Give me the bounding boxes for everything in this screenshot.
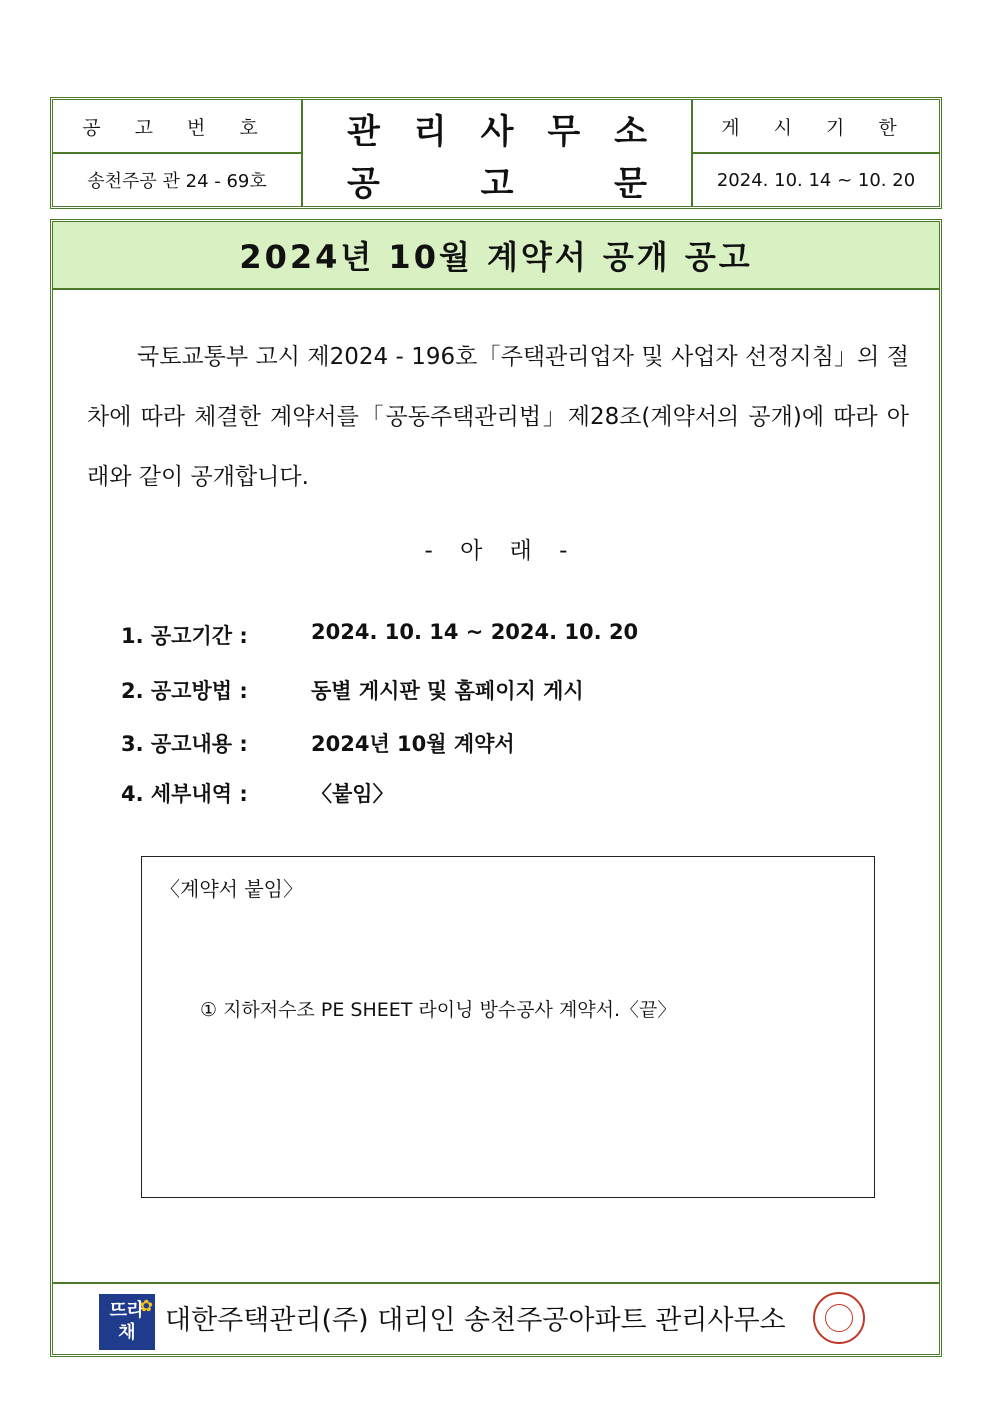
- notice-title: [303, 154, 691, 206]
- notice-number: 송천주공 관 24 - 69호: [87, 171, 267, 192]
- office-title-char: 사: [480, 111, 514, 152]
- document-title: 2024년 10월 계약서 공개 공고: [53, 222, 939, 290]
- office-title: [303, 102, 691, 154]
- intro-paragraph-text: 국토교통부 고시 제2024 - 196호「주택관리업자 및 사업자 선정지침」의 절차에 따라 체결한 계약서를「공동주택관리법」제28조(계약서의 공개)에 따라 아래와 같이 공개합니다.: [87, 344, 909, 490]
- footer: [53, 1282, 939, 1354]
- posting-period-label: 게 시 기 한: [721, 116, 911, 139]
- item-label: 2. 공고방법 :: [121, 679, 248, 703]
- office-title-char: 무: [547, 111, 581, 152]
- office-title-char: 리: [413, 111, 447, 152]
- attachment-caption: 〈계약서 붙임〉: [160, 877, 303, 901]
- item-value: 2024. 10. 14 ~ 2024. 10. 20: [311, 620, 639, 644]
- attachment-box: [141, 856, 875, 1198]
- office-title-char: 소: [614, 111, 647, 152]
- item-label: 1. 공고기간 :: [121, 624, 248, 648]
- notice-title-char: 문: [614, 163, 647, 204]
- company-logo-icon: ✿ 뜨라채: [99, 1294, 155, 1350]
- footer-text: 대한주택관리(주) 대리인 송천주공아파트 관리사무소: [165, 1305, 786, 1336]
- notice-body-box: [50, 219, 942, 1357]
- official-seal-icon: [813, 1292, 865, 1344]
- notice-number-label: 공 고 번 호: [82, 116, 272, 139]
- notice-header-table: [50, 97, 942, 209]
- item-value: 〈붙임〉: [311, 782, 394, 806]
- item-value: 2024년 10월 계약서: [311, 732, 515, 756]
- item-value: 동별 게시판 및 홈페이지 게시: [311, 679, 584, 703]
- below-heading: - 아 래 -: [424, 538, 568, 564]
- item-label: 4. 세부내역 :: [121, 782, 248, 806]
- posting-period: 2024. 10. 14 ~ 10. 20: [716, 169, 916, 191]
- attachment-entry: ① 지하저수조 PE SHEET 라이닝 방수공사 계약서.〈끝〉: [200, 999, 677, 1021]
- intro-paragraph: [87, 327, 909, 507]
- office-title-char: 관: [347, 111, 380, 152]
- item-label: 3. 공고내용 :: [121, 732, 248, 756]
- notice-title-char: 고: [480, 163, 514, 204]
- notice-title-char: 공: [347, 163, 380, 204]
